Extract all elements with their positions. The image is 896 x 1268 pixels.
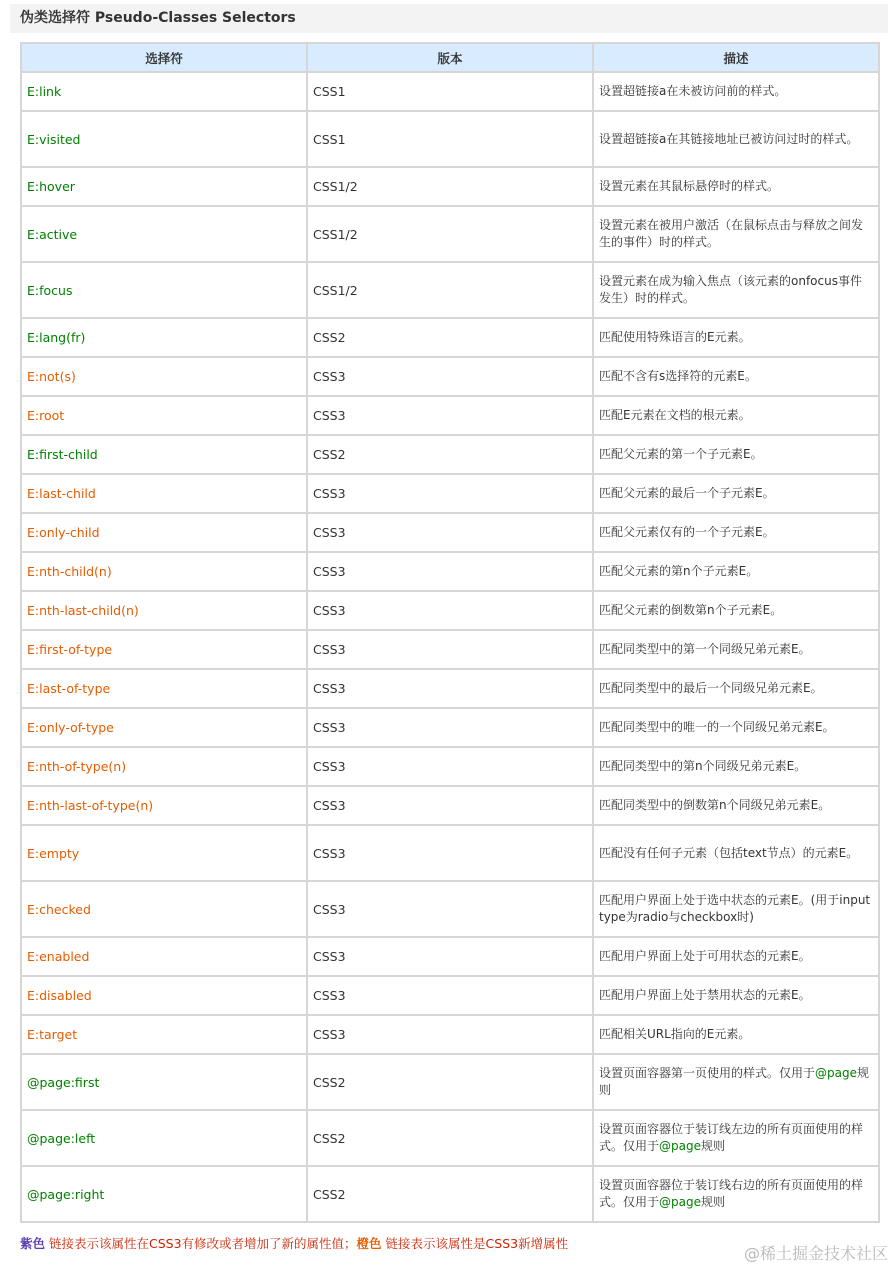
version-cell: CSS1/2 [307,262,593,318]
description-suffix: 规则 [701,1195,726,1209]
version-cell: CSS2 [307,318,593,357]
version-cell: CSS3 [307,630,593,669]
version-cell: CSS3 [307,937,593,976]
version-cell: CSS3 [307,786,593,825]
selector-link[interactable]: @page:first [21,1054,307,1110]
description-text: 设置超链接a在未被访问前的样式。 [599,84,787,98]
description-text: 匹配同类型中的第n个同级兄弟元素E。 [599,759,807,773]
description-text: 匹配同类型中的唯一的一个同级兄弟元素E。 [599,720,835,734]
description-text: 匹配用户界面上处于选中状态的元素E。(用于input type为radio与checkbox时) [599,893,871,924]
version-cell: CSS3 [307,396,593,435]
selector-link[interactable]: E:disabled [21,976,307,1015]
selector-link[interactable]: E:hover [21,167,307,206]
table-row [21,881,879,937]
description-text: 匹配相关URL指向的E元素。 [599,1027,751,1041]
header-description: 描述 [593,43,879,72]
selector-link[interactable]: E:root [21,396,307,435]
selector-link[interactable]: E:not(s) [21,357,307,396]
version-cell: CSS3 [307,881,593,937]
selector-link[interactable]: @page:left [21,1110,307,1166]
version-cell: CSS2 [307,1110,593,1166]
description-cell [593,552,879,591]
version-cell: CSS3 [307,976,593,1015]
selector-link[interactable]: E:nth-of-type(n) [21,747,307,786]
description-cell [593,630,879,669]
version-cell: CSS1/2 [307,206,593,262]
header-selector: 选择符 [21,43,307,72]
version-cell: CSS3 [307,1015,593,1054]
selector-link[interactable]: E:lang(fr) [21,318,307,357]
table-row [21,262,879,318]
description-cell [593,206,879,262]
table-row [21,435,879,474]
description-cell [593,708,879,747]
table-row [21,669,879,708]
table-row [21,206,879,262]
description-cell [593,357,879,396]
selector-link[interactable]: E:nth-child(n) [21,552,307,591]
table-row [21,591,879,630]
table-row [21,72,879,111]
description-cell [593,747,879,786]
description-text: 匹配同类型中的第一个同级兄弟元素E。 [599,642,811,656]
description-cell [593,881,879,937]
selector-link[interactable]: E:empty [21,825,307,881]
description-cell [593,937,879,976]
table-row [21,111,879,167]
selector-link[interactable]: E:only-child [21,513,307,552]
description-text: 设置元素在被用户激活（在鼠标点击与释放之间发生的事件）时的样式。 [599,218,864,249]
selector-link[interactable]: E:target [21,1015,307,1054]
table-row [21,318,879,357]
legend-purple-text: 链接表示该属性在CSS3有修改或者增加了新的属性值； [45,1236,357,1251]
description-text: 匹配同类型中的倒数第n个同级兄弟元素E。 [599,798,831,812]
description-text: 设置页面容器位于装订线左边的所有页面使用的样式。仅用于 [599,1122,864,1153]
version-cell: CSS3 [307,747,593,786]
table-row [21,630,879,669]
table-row [21,786,879,825]
description-cell [593,435,879,474]
description-cell [593,1166,879,1222]
description-cell [593,513,879,552]
description-text: 匹配父元素的第一个子元素E。 [599,447,763,461]
selector-link[interactable]: E:last-child [21,474,307,513]
legend-purple-label: 紫色 [20,1236,46,1251]
version-cell: CSS1/2 [307,167,593,206]
description-suffix: 规则 [599,1066,870,1097]
description-text: 设置页面容器位于装订线右边的所有页面使用的样式。仅用于 [599,1178,864,1209]
version-cell: CSS3 [307,552,593,591]
table-row [21,552,879,591]
version-cell: CSS3 [307,708,593,747]
version-cell: CSS3 [307,357,593,396]
description-cell [593,1015,879,1054]
version-cell: CSS2 [307,435,593,474]
table-row [21,976,879,1015]
description-cell [593,474,879,513]
selectors-table [20,42,880,1223]
selector-link[interactable]: E:only-of-type [21,708,307,747]
table-header-row [21,43,879,72]
version-cell: CSS1 [307,72,593,111]
description-link[interactable]: @page [815,1066,857,1080]
description-cell [593,1110,879,1166]
selector-link[interactable]: E:checked [21,881,307,937]
description-text: 匹配父元素的第n个子元素E。 [599,564,759,578]
selector-link[interactable]: E:first-of-type [21,630,307,669]
description-text: 设置超链接a在其链接地址已被访问过时的样式。 [599,131,859,146]
version-cell: CSS1 [307,111,593,167]
table-row [21,167,879,206]
version-cell: CSS3 [307,474,593,513]
description-text: 匹配不含有s选择符的元素E。 [599,369,757,383]
description-cell [593,786,879,825]
description-text: 匹配E元素在文档的根元素。 [599,408,751,422]
description-cell [593,72,879,111]
description-cell [593,669,879,708]
description-suffix: 规则 [701,1139,726,1153]
description-cell [593,825,879,881]
description-cell [593,976,879,1015]
table-row [21,1166,879,1222]
description-cell [593,111,879,167]
description-link[interactable]: @page [659,1139,701,1153]
table-row [21,513,879,552]
selector-link[interactable]: E:first-child [21,435,307,474]
table-row [21,708,879,747]
selector-link[interactable]: E:active [21,206,307,262]
table-row [21,1110,879,1166]
selector-link[interactable]: E:link [21,72,307,111]
description-cell [593,396,879,435]
description-text: 匹配父元素的最后一个子元素E。 [599,486,775,500]
description-cell [593,318,879,357]
description-link[interactable]: @page [659,1195,701,1209]
description-text: 匹配使用特殊语言的E元素。 [599,330,751,344]
description-text: 设置页面容器第一页使用的样式。仅用于 [599,1066,816,1080]
header-version: 版本 [307,43,593,72]
description-text: 匹配同类型中的最后一个同级兄弟元素E。 [599,681,823,695]
description-text: 设置元素在成为输入焦点（该元素的onfocus事件发生）时的样式。 [599,274,862,305]
table-row [21,937,879,976]
description-text: 匹配用户界面上处于禁用状态的元素E。 [599,988,811,1002]
table-row [21,747,879,786]
selector-link[interactable]: E:nth-last-child(n) [21,591,307,630]
table-row [21,1054,879,1110]
table-row [21,357,879,396]
table-row [21,1015,879,1054]
table-row [21,825,879,881]
version-cell: CSS3 [307,825,593,881]
selector-link[interactable]: E:last-of-type [21,669,307,708]
version-cell: CSS3 [307,591,593,630]
version-cell: CSS3 [307,669,593,708]
description-text: 匹配用户界面上处于可用状态的元素E。 [599,949,811,963]
selector-link[interactable]: E:visited [21,111,307,167]
version-cell: CSS3 [307,513,593,552]
table-row [21,396,879,435]
legend-orange-label: 橙色 [356,1236,382,1251]
description-text: 设置元素在其鼠标悬停时的样式。 [599,179,780,193]
description-text: 匹配父元素的倒数第n个子元素E。 [599,603,783,617]
description-text: 匹配父元素仅有的一个子元素E。 [599,525,775,539]
description-text: 匹配没有任何子元素（包括text节点）的元素E。 [599,845,859,860]
selector-link[interactable]: E:enabled [21,937,307,976]
description-cell [593,1054,879,1110]
description-cell [593,167,879,206]
page-title: 伪类选择符 Pseudo-Classes Selectors [10,4,888,33]
description-cell [593,262,879,318]
table-row [21,474,879,513]
selector-link[interactable]: E:focus [21,262,307,318]
legend-orange-text: 链接表示该属性是CSS3新增属性 [381,1236,569,1251]
version-cell: CSS2 [307,1166,593,1222]
selector-link[interactable]: @page:right [21,1166,307,1222]
watermark: @稀土掘金技术社区 [743,1244,888,1263]
legend-note [20,1234,568,1252]
description-cell [593,591,879,630]
selector-link[interactable]: E:nth-last-of-type(n) [21,786,307,825]
version-cell: CSS2 [307,1054,593,1110]
